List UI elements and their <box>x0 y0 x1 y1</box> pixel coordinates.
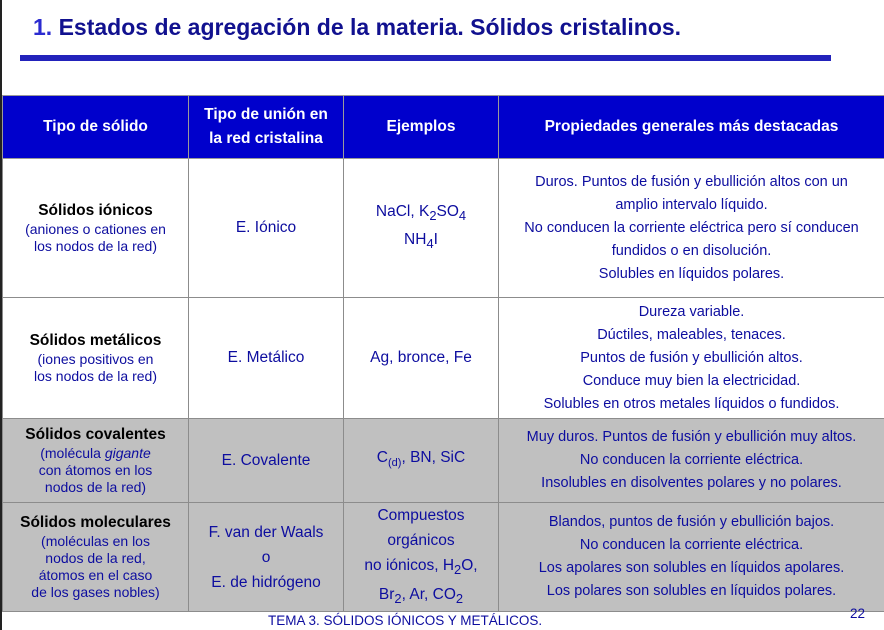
property-line: Blandos, puntos de fusión y ebullición bajos. <box>548 514 835 531</box>
examples-cell <box>344 419 499 503</box>
properties-cell <box>499 298 884 419</box>
solid-type-desc: los nodos de la red) <box>34 368 157 384</box>
solid-type-cell <box>3 503 189 612</box>
properties-cell <box>499 419 884 503</box>
example-text: , Ar, CO <box>401 586 456 604</box>
subscript: 4 <box>426 236 434 252</box>
bond-type-cell: E. Covalente <box>189 419 344 503</box>
property-line: Los polares son solubles en líquidos polares. <box>546 583 837 600</box>
table-row <box>3 419 884 503</box>
header-tipo-union-line2: la red cristalina <box>209 130 323 147</box>
property-line: amplio intervalo líquido. <box>615 196 768 213</box>
solid-type-desc: átomos en el caso <box>38 567 153 584</box>
property-line: Dúctiles, maleables, tenaces. <box>597 326 786 343</box>
table-row <box>3 159 884 298</box>
title-number: 1. <box>33 14 53 40</box>
properties-cell <box>499 503 884 612</box>
subscript: (d) <box>388 457 402 470</box>
solid-type-desc: los nodos de la red) <box>34 238 157 254</box>
slide-title <box>33 14 681 41</box>
solid-type-desc <box>7 445 184 462</box>
example-text: I <box>433 231 438 248</box>
property-line: Muy duros. Puntos de fusión y ebullición muy altos. <box>526 429 857 445</box>
property-line: Duros. Puntos de fusión y ebullición altos con un <box>535 173 848 190</box>
header-propiedades: Propiedades generales más destacadas <box>499 96 884 159</box>
examples-cell <box>344 159 499 298</box>
subscript: 2 <box>455 591 464 607</box>
property-line: Solubles en otros metales líquidos o fundidos. <box>543 395 840 412</box>
bond-type-line: E. de hidrógeno <box>211 573 321 591</box>
solid-type-desc: (iones positivos en <box>37 351 154 367</box>
solid-type-desc: nodos de la red, <box>45 550 146 567</box>
table-row <box>3 298 884 419</box>
header-tipo-union <box>189 96 344 159</box>
desc-italic: gigante <box>104 445 151 461</box>
property-line: No conducen la corriente eléctrica. <box>579 537 804 554</box>
examples-cell <box>344 503 499 612</box>
property-line: No conducen la corriente eléctrica pero sí conducen <box>524 219 859 236</box>
subscript: 2 <box>454 562 462 578</box>
property-line: Puntos de fusión y ebullición altos. <box>580 349 803 366</box>
subscript: 2 <box>429 208 437 223</box>
bond-type-cell <box>189 503 344 612</box>
solid-type-cell <box>3 419 189 503</box>
solid-type-desc: nodos de la red) <box>44 479 147 495</box>
bond-type-cell: E. Metálico <box>189 298 344 419</box>
title-text: Estados de agregación de la materia. Sólidos cristalinos. <box>58 14 682 40</box>
property-line: Dureza variable. <box>638 303 745 320</box>
bond-type-cell: E. Iónico <box>189 159 344 298</box>
solid-type-name: Sólidos iónicos <box>38 202 153 219</box>
solid-type-cell <box>3 159 189 298</box>
solid-type-desc: con átomos en los <box>38 462 153 478</box>
solid-type-desc: de los gases nobles) <box>31 584 160 601</box>
example-text: C <box>376 448 388 466</box>
solid-type-name: Sólidos metálicos <box>29 332 162 349</box>
solid-type-name: Sólidos moleculares <box>20 514 171 532</box>
example-text: NH <box>404 231 427 248</box>
example-text: no iónicos, H <box>364 557 455 574</box>
table-header-row <box>3 96 884 159</box>
property-line: Conduce muy bien la electricidad. <box>582 372 801 389</box>
bond-type-line: o <box>261 548 271 566</box>
property-line: Los apolares son solubles en líquidos apolares. <box>538 560 845 577</box>
example-text: orgánicos <box>387 532 455 549</box>
property-line: fundidos o en disolución. <box>611 242 772 259</box>
table-row <box>3 503 884 612</box>
slide-footer: TEMA 3. SÓLIDOS IÓNICOS Y METÁLICOS. <box>268 613 543 628</box>
examples-cell: Ag, bronce, Fe <box>344 298 499 419</box>
header-tipo-union-line1: Tipo de unión en <box>204 106 328 123</box>
example-text: Br <box>378 586 395 604</box>
solid-type-desc: (aniones o cationes en <box>25 221 166 237</box>
example-text: NaCl, K <box>375 202 430 220</box>
property-line: Insolubles en disolventes polares y no polares. <box>541 475 842 491</box>
example-text: Compuestos <box>377 507 465 524</box>
header-tipo-solido: Tipo de sólido <box>3 96 189 159</box>
bond-type-line: F. van der Waals <box>208 523 324 541</box>
example-text: SO <box>436 202 459 220</box>
solid-type-cell <box>3 298 189 419</box>
solid-type-name: Sólidos covalentes <box>25 426 166 443</box>
title-underline <box>20 55 831 61</box>
header-ejemplos: Ejemplos <box>344 96 499 159</box>
example-text: O, <box>461 557 478 574</box>
property-line: No conducen la corriente eléctrica. <box>579 452 804 468</box>
example-text: , BN, SiC <box>401 448 466 466</box>
property-line: Solubles en líquidos polares. <box>598 265 785 282</box>
subscript: 4 <box>458 208 467 223</box>
page-number: 22 <box>850 606 866 621</box>
subscript: 2 <box>394 591 402 607</box>
solid-type-desc: (moléculas en los <box>41 533 150 550</box>
properties-cell <box>499 159 884 298</box>
desc-text: (molécula <box>40 445 101 461</box>
solids-table <box>2 95 884 612</box>
